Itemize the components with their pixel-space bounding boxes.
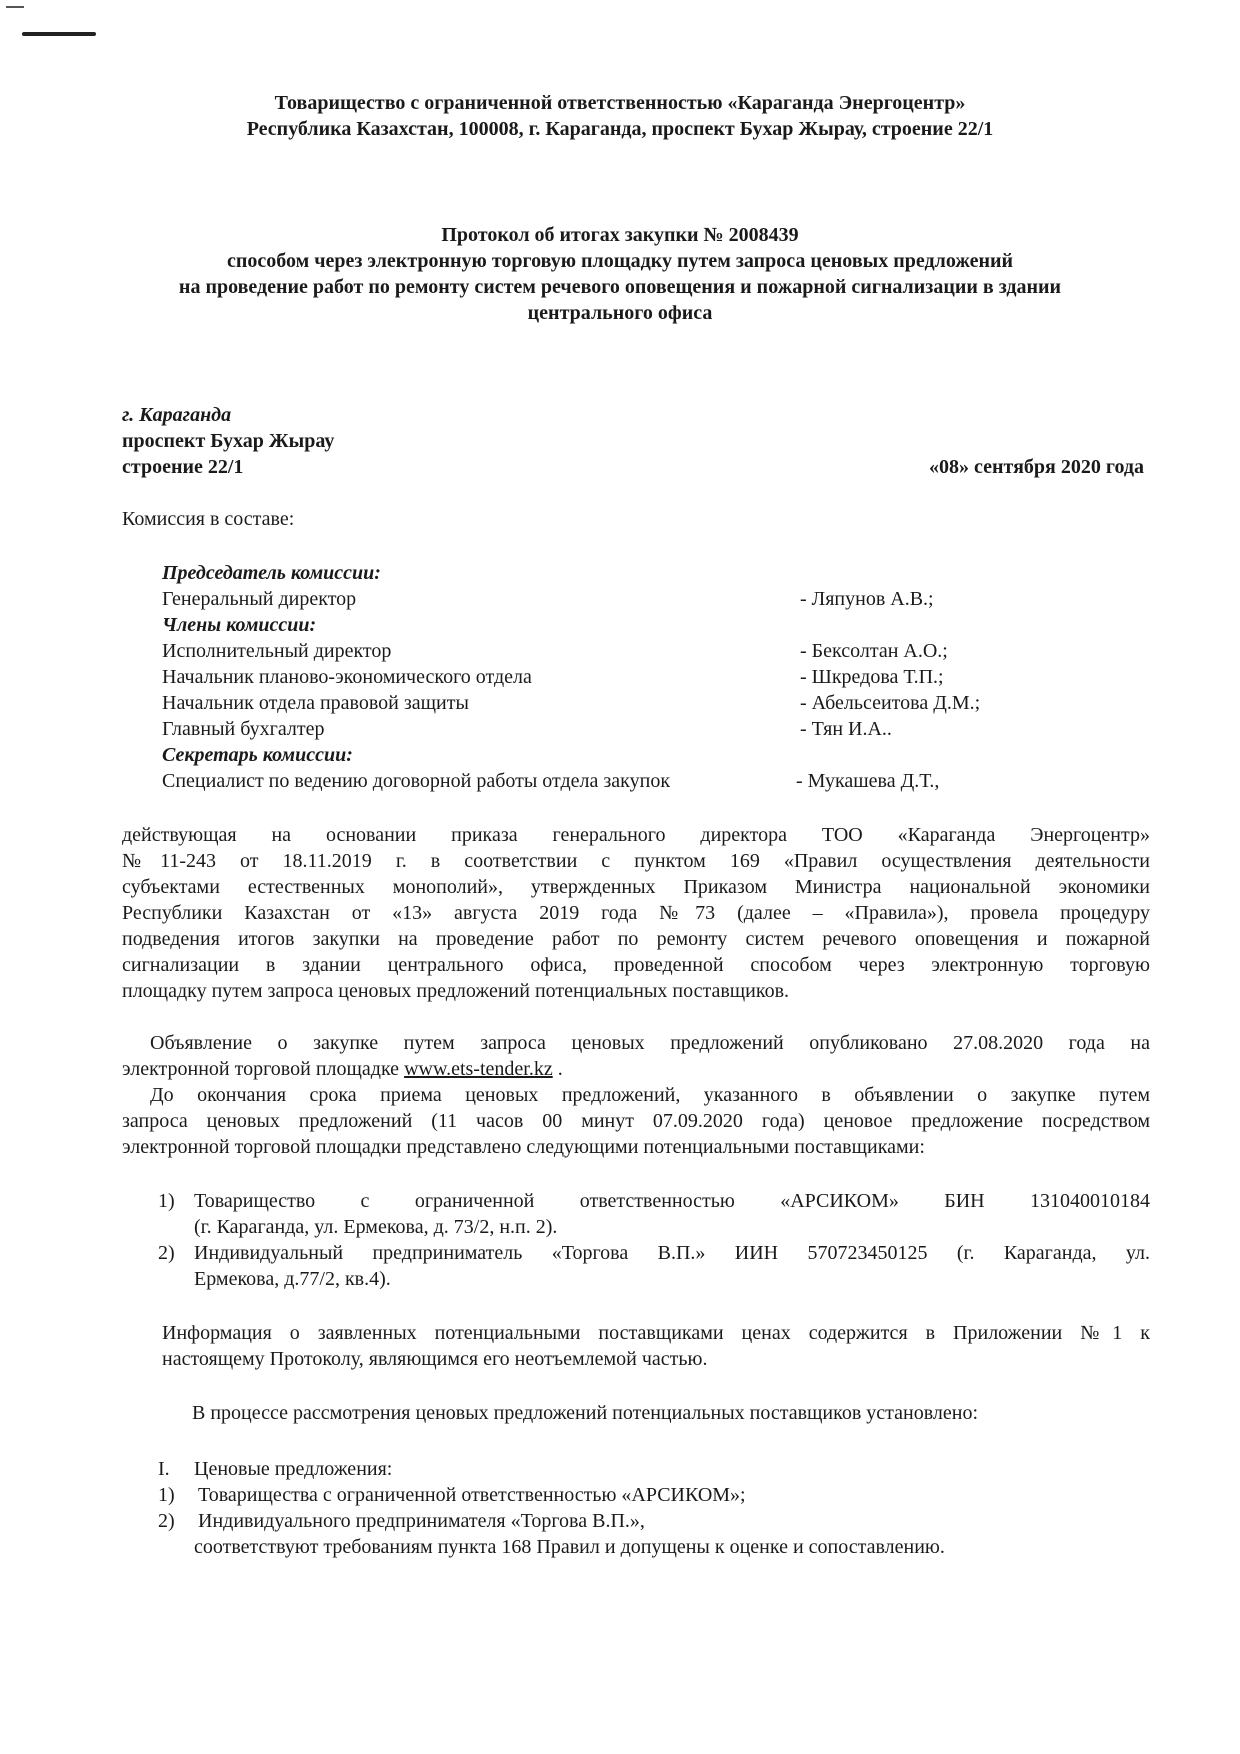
protocol-date: «08» сентября 2020 года xyxy=(929,456,1144,478)
place-city: г. Караганда xyxy=(122,404,232,426)
text-line: (г. Караганда, ул. Ермекова, д. 73/2, н.п. 2). xyxy=(194,1216,558,1238)
member-name: - Ляпунов А.В.; xyxy=(800,588,934,610)
paragraph-deadline xyxy=(122,1082,1150,1160)
text-line: подведения итогов закупки на проведение работ по ремонту систем речевого оповещения и пожарной xyxy=(122,928,1150,950)
supplier-item xyxy=(194,1188,1150,1240)
text-line: Товарищество с ограниченной ответственностью «АРСИКОМ» БИН 131040010184 xyxy=(194,1190,1150,1212)
text-line: Объявление о закупке путем запроса ценовых предложений опубликовано 27.08.2020 года на xyxy=(150,1032,1150,1054)
company-address: Республика Казахстан, 100008, г. Караганда, проспект Бухар Жырау, строение 22/1 xyxy=(246,118,994,140)
text-fragment: электронной торговой площадке xyxy=(122,1058,400,1080)
section-title: Ценовые предложения: xyxy=(194,1458,393,1480)
member-position: Генеральный директор xyxy=(162,588,357,610)
commission-row-secretary xyxy=(162,768,1062,794)
text-line: сигнализации в здании центрального офиса, проведенной способом через электронную торговую xyxy=(122,954,1150,976)
text-fragment: . xyxy=(557,1058,563,1080)
section-conclusion: соответствуют требованиям пункта 168 Правил и допущены к оценке и сопоставлению. xyxy=(194,1536,945,1558)
member-position: Начальник планово-экономического отдела xyxy=(162,666,532,688)
commission-intro: Комиссия в составе: xyxy=(122,508,295,530)
section-number: I. xyxy=(158,1458,170,1480)
commission-row xyxy=(162,716,1062,742)
text-line: Ермекова, д.77/2, кв.4). xyxy=(194,1268,391,1290)
text-line: До окончания срока приема ценовых предложений, указанного в объявлении о закупке путем xyxy=(150,1084,1150,1106)
member-name: - Шкредова Т.П.; xyxy=(800,666,944,688)
place-street: проспект Бухар Жырау xyxy=(122,430,335,452)
supplier-item xyxy=(194,1240,1150,1292)
members-heading: Члены комиссии: xyxy=(162,614,317,636)
place-building: строение 22/1 xyxy=(122,456,244,478)
protocol-subtitle-1: способом через электронную торговую площадку путем запроса ценовых предложений xyxy=(226,250,1014,272)
text-line: №11-243 от 18.11.2019 г. в соответствии с пунктом 169 «Правил осуществления деятельности xyxy=(122,850,1150,872)
member-name: - Бексолтан А.О.; xyxy=(800,640,948,662)
chair-heading: Председатель комиссии: xyxy=(162,562,381,584)
list-item: Индивидуального предпринимателя «Торгова В.П.», xyxy=(198,1510,645,1532)
protocol-subtitle-3: центрального офиса xyxy=(527,302,713,324)
text-line: площадку путем запроса ценовых предложений потенциальных поставщиков. xyxy=(122,980,790,1002)
tender-site-link[interactable]: www.ets-tender.kz xyxy=(404,1058,553,1080)
scan-artifact xyxy=(6,6,24,8)
company-name: Товарищество с ограниченной ответственностью «Караганда Энергоцентр» xyxy=(274,92,966,114)
member-position: Главный бухгалтер xyxy=(162,718,325,740)
protocol-title: Протокол об итогах закупки № 2008439 xyxy=(441,224,799,246)
paragraph-established: В процессе рассмотрения ценовых предложений потенциальных поставщиков установлено: xyxy=(192,1402,978,1424)
text-line xyxy=(122,1056,1150,1082)
list-item: Товарищества с ограниченной ответственностью «АРСИКОМ»; xyxy=(198,1484,746,1506)
member-name: - Абельсеитова Д.М.; xyxy=(800,692,981,714)
text-line: электронной торговой площадки представлено следующими потенциальными поставщиками: xyxy=(122,1136,925,1158)
commission-row-chair xyxy=(162,586,1062,612)
text-line: Республики Казахстан от «13» августа 2019 года №73 (далее – «Правила»), провела процедуру xyxy=(122,902,1150,924)
secretary-heading: Секретарь комиссии: xyxy=(162,744,353,766)
supplier-number: 1) xyxy=(158,1190,175,1212)
list-number: 1) xyxy=(158,1484,175,1506)
commission-row xyxy=(162,638,1062,664)
member-name: - Тян И.А.. xyxy=(800,718,892,740)
text-line: настоящему Протоколу, являющимся его неотъемлемой частью. xyxy=(162,1348,708,1370)
text-line: Индивидуальный предприниматель «Торгова В.П.» ИИН 570723450125 (г. Караганда, ул. xyxy=(194,1242,1150,1264)
commission-row xyxy=(162,690,1062,716)
commission-row xyxy=(162,664,1062,690)
protocol-subtitle-2: на проведение работ по ремонту систем речевого оповещения и пожарной сигнализации в здании xyxy=(178,276,1062,298)
member-position: Специалист по ведению договорной работы отдела закупок xyxy=(162,770,671,792)
text-line: Информация о заявленных потенциальными поставщиками ценах содержится в Приложении №1 к xyxy=(162,1322,1150,1344)
text-line: действующая на основании приказа генерального директора ТОО «Караганда Энергоцентр» xyxy=(122,824,1150,846)
member-position: Исполнительный директор xyxy=(162,640,392,662)
supplier-number: 2) xyxy=(158,1242,175,1264)
paragraph-basis xyxy=(122,822,1150,1004)
text-line: субъектами естественных монополий», утвержденных Приказом Министра национальной экономики xyxy=(122,876,1150,898)
list-number: 2) xyxy=(158,1510,175,1532)
member-name: - Мукашева Д.Т., xyxy=(796,770,940,792)
scan-artifact xyxy=(22,32,96,36)
text-line: запроса ценовых предложений (11 часов 00 минут 07.09.2020 года) ценовое предложение посредством xyxy=(122,1110,1150,1132)
paragraph-announcement xyxy=(122,1030,1150,1082)
paragraph-appendix xyxy=(162,1320,1150,1372)
member-position: Начальник отдела правовой защиты xyxy=(162,692,469,714)
